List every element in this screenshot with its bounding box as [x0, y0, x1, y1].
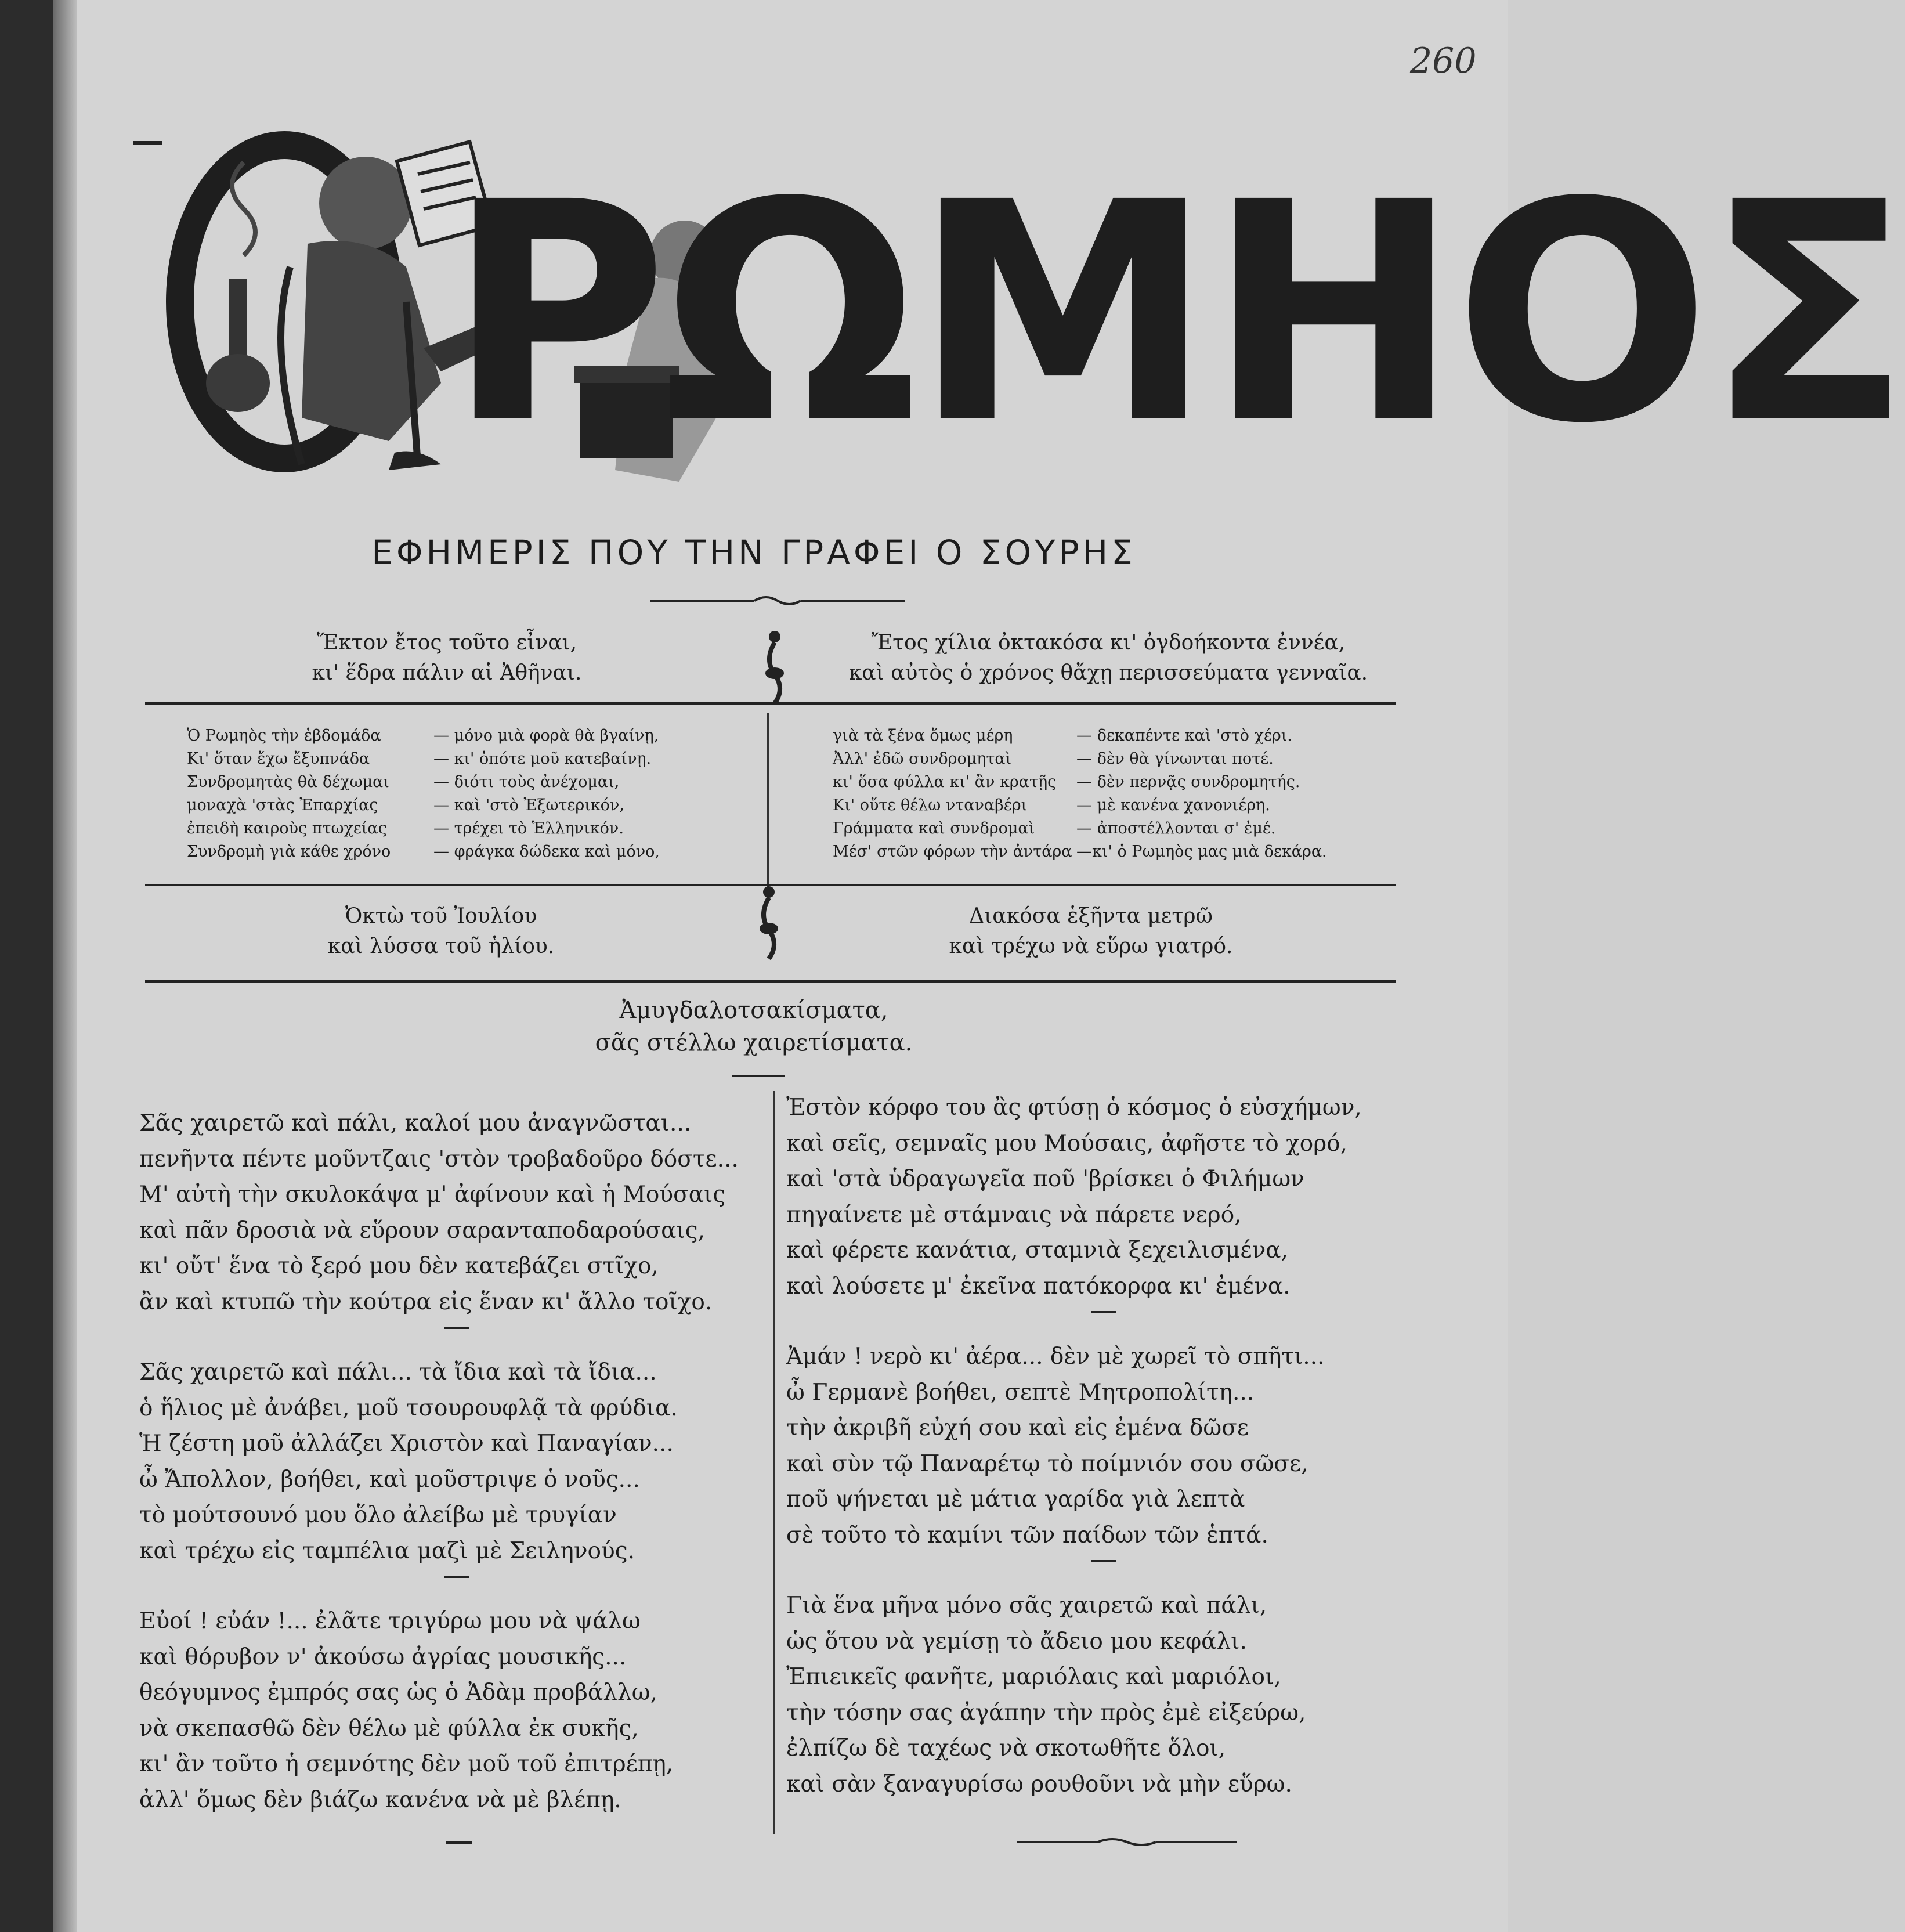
- stanza-divider: [786, 1304, 1396, 1339]
- toast-line-2: σᾶς στέλλω χαιρετίσματα.: [595, 1030, 913, 1056]
- masthead-subtitle: ΕΦΗΜΕΡΙΣ ΠΟΥ ΤΗΝ ΓΡΑΦΕΙ Ο ΣΟΥΡΗΣ: [371, 533, 1136, 572]
- date-right-line-1: Διακόσα ἑξῆντα μετρῶ: [969, 904, 1213, 928]
- header-left-line-2: κι' ἕδρα πάλιν αἱ Ἀθῆναι.: [312, 661, 582, 685]
- poem-line: καὶ 'στὰ ὑδραγωγεῖα ποῦ 'βρίσκει ὁ Φιλήμων: [786, 1166, 1304, 1192]
- toast-line-1: Ἀμυγδαλοτσακίσματα,: [619, 997, 888, 1024]
- poem-line: Ἐστὸν κόρφο του ἂς φτύσῃ ὁ κόσμος ὁ εὐσχήμων,: [786, 1095, 1362, 1121]
- pricing-row: Μέσ' στῶν φόρων τὴν ἀντάρα —κι' ὁ Ρωμηὸς μας μιὰ δεκάρα.: [833, 843, 1327, 861]
- poem-line: καὶ τρέχω εἰς ταμπέλια μαζὶ μὲ Σειληνούς.: [139, 1537, 635, 1564]
- poem-line: Ἀμάν ! νερὸ κι' ἀέρα... δὲν μὲ χωρεῖ τὸ σπῆτι...: [786, 1344, 1325, 1370]
- pricing-row: κι' ὅσα φύλλα κι' ἂν κρατῇς — δὲν περνᾷς συνδρομητής.: [833, 773, 1300, 791]
- poem-line: ποῦ ψήνεται μὲ μάτια γαρίδα γιὰ λεπτὰ: [786, 1486, 1245, 1512]
- poem-line: καὶ σεῖς, σεμναῖς μου Μούσαις, ἀφῆστε τὸ χορό,: [786, 1130, 1348, 1157]
- date-right-line-2: καὶ τρέχω νὰ εὕρω γιατρό.: [949, 934, 1233, 958]
- poem-line: Ἡ ζέστη μοῦ ἀλλάζει Χριστὸν καὶ Παναγίαν...: [139, 1431, 674, 1457]
- header-right-line-1: Ἔτος χίλια ὀκτακόσα κι' ὀγδοήκοντα ἐννέα,: [871, 631, 1346, 655]
- flourish-ornament: [650, 592, 905, 609]
- pricing-row: Συνδρομητὰς θὰ δέχωμαι — διότι τοὺς ἀνέχομαι,: [187, 773, 620, 791]
- end-flourish-ornament: [1017, 1835, 1237, 1849]
- poem-line: ὡς ὅτου νὰ γεμίσῃ τὸ ἄδειο μου κεφάλι.: [786, 1628, 1247, 1655]
- poem-line: καὶ σὺν τῷ Παναρέτῳ τὸ ποίμνιόν σου σῶσε,: [786, 1450, 1308, 1477]
- ornament-vertical-icon: [763, 630, 786, 705]
- poem-line: νὰ σκεπασθῶ δὲν θέλω μὲ φύλλα ἐκ συκῆς,: [139, 1715, 639, 1742]
- poem-line: καὶ σὰν ξαναγυρίσω ρουθοῦνι νὰ μὴν εὕρω.: [786, 1771, 1292, 1797]
- poem-line: καὶ λούσετε μ' ἐκεῖνα πατόκορφα κι' ἐμένα.: [786, 1273, 1291, 1299]
- ornament-vertical-icon: [757, 885, 780, 960]
- header-left-line-1: Ἕκτον ἔτος τοῦτο εἶναι,: [316, 631, 577, 655]
- pricing-left: [187, 724, 721, 864]
- stanza-divider: [139, 1320, 749, 1355]
- date-right: [882, 901, 1300, 962]
- header-right: [824, 628, 1393, 688]
- end-dash: [446, 1841, 472, 1844]
- poem-line: καὶ θόρυβον ν' ἀκούσω ἀγρίας μουσικῆς...: [139, 1644, 627, 1670]
- toast-divider: [732, 1075, 785, 1077]
- toast-heading: [0, 994, 1508, 1059]
- pricing-row: μοναχὰ 'στὰς Ἐπαρχίας — καὶ 'στὸ Ἐξωτερικόν,: [187, 796, 624, 814]
- poem-line: Εὐοί ! εὐάν !... ἐλᾶτε τριγύρω μου νὰ ψάλω: [139, 1608, 641, 1634]
- poem-line: πηγαίνετε μὲ στάμναις νὰ πάρετε νερό,: [786, 1201, 1242, 1228]
- pricing-right: [833, 724, 1401, 864]
- stanza-divider: [139, 1569, 749, 1604]
- date-left-line-1: Ὀκτὼ τοῦ Ἰουλίου: [345, 904, 537, 928]
- poem-line: ὦ Γερμανὲ βοήθει, σεπτὲ Μητροπολίτη...: [786, 1379, 1255, 1406]
- poem-line: ἐλπίζω δὲ ταχέως νὰ σκοτωθῆτε ὅλοι,: [786, 1735, 1226, 1761]
- poem-line: καὶ φέρετε κανάτια, σταμνιὰ ξεχειλισμένα,: [786, 1237, 1289, 1263]
- poem-line: σὲ τοῦτο τὸ καμίνι τῶν παίδων τῶν ἑπτά.: [786, 1522, 1268, 1548]
- poem-line: τὴν ἀκριβῆ εὐχή σου καὶ εἰς ἐμένα δῶσε: [786, 1415, 1249, 1441]
- poem-column-left: [139, 1106, 749, 1818]
- header-left: [244, 628, 650, 688]
- poem-line: Ἐπιεικεῖς φανῆτε, μαριόλαις καὶ μαριόλοι,: [786, 1664, 1281, 1690]
- poem-line: ὦ Ἄπολλον, βοήθει, καὶ μοῦστριψε ὁ νοῦς...: [139, 1466, 640, 1493]
- poem-line: θεόγυμνος ἐμπρός σας ὡς ὁ Ἀδὰμ προβάλλω,: [139, 1680, 657, 1706]
- pricing-row: γιὰ τὰ ξένα ὅμως μέρη — δεκαπέντε καὶ 'στὸ χέρι.: [833, 727, 1292, 745]
- poem-line: τὸ μούτσουνό μου ὅλο ἀλείβω μὲ τρυγίαν: [139, 1502, 617, 1528]
- rule-top: [145, 702, 1396, 705]
- date-left: [250, 901, 632, 962]
- date-left-line-2: καὶ λύσσα τοῦ ἡλίου.: [327, 934, 555, 958]
- pricing-row: Ὁ Ρωμηὸς τὴν ἑβδομάδα — μόνο μιὰ φορὰ θὰ βγαίνῃ,: [187, 727, 659, 745]
- poem-line: πενῆντα πέντε μοῦντζαις 'στὸν τροβαδοῦρο δόστε...: [139, 1146, 739, 1172]
- column-divider: [773, 1091, 775, 1834]
- stanza-divider: [786, 1553, 1396, 1588]
- poem-line: Σᾶς χαιρετῶ καὶ πάλι, καλοί μου ἀναγνῶσται...: [139, 1110, 692, 1136]
- pricing-divider: [767, 713, 769, 887]
- margin-mark: [133, 141, 162, 145]
- poem-line: Γιὰ ἕνα μῆνα μόνο σᾶς χαιρετῶ καὶ πάλι,: [786, 1592, 1267, 1619]
- pricing-row: Συνδρομὴ γιὰ κάθε χρόνο — φράγκα δώδεκα καὶ μόνο,: [187, 843, 660, 861]
- poem-line: ὁ ἥλιος μὲ ἀνάβει, μοῦ τσουρουφλᾷ τὰ φρύδια.: [139, 1395, 678, 1421]
- header-right-line-2: καὶ αὐτὸς ὁ χρόνος θἄχῃ περισσεύματα γενναῖα.: [848, 661, 1368, 685]
- masthead: [174, 128, 1905, 499]
- poem-line: ἂν καὶ κτυπῶ τὴν κούτρα εἰς ἕναν κι' ἄλλο τοῖχο.: [139, 1288, 713, 1315]
- book-binding: [0, 0, 53, 1932]
- pricing-row: Κι' οὔτε θέλω νταναβέρι — μὲ κανένα χανονιέρη.: [833, 796, 1270, 814]
- pricing-row: Ἀλλ' ἐδῶ συνδρομηταὶ — δὲν θὰ γίνωνται ποτέ.: [833, 750, 1274, 768]
- rule-bottom: [145, 980, 1396, 983]
- binding-shadow: [53, 0, 77, 1932]
- masthead-title: ΡΩΜΗΟΣ: [447, 138, 1905, 489]
- poem-line: Μ' αὐτὴ τὴν σκυλοκάψα μ' ἀφίνουν καὶ ἡ Μούσαις: [139, 1182, 726, 1208]
- poem-line: ἀλλ' ὅμως δὲν βιάζω κανένα νὰ μὲ βλέπῃ.: [139, 1786, 621, 1813]
- poem-line: καὶ πᾶν δροσιὰ νὰ εὕρουν σαρανταποδαρούσαις,: [139, 1217, 705, 1244]
- poem-line: Σᾶς χαιρετῶ καὶ πάλι... τὰ ἴδια καὶ τὰ ἴδια...: [139, 1359, 657, 1385]
- pricing-row: Γράμματα καὶ συνδρομαὶ — ἀποστέλλονται σ' ἐμέ.: [833, 819, 1276, 837]
- poem-column-right: [786, 1090, 1396, 1802]
- poem-line: τὴν τόσην σας ἀγάπην τὴν πρὸς ἐμὲ εἰξεύρω,: [786, 1699, 1306, 1726]
- poem-line: κι' οὔτ' ἕνα τὸ ξερό μου δὲν κατεβάζει στῖχο,: [139, 1253, 659, 1279]
- pricing-row: ἐπειδὴ καιροὺς πτωχείας — τρέχει τὸ Ἑλληνικόν.: [187, 819, 624, 837]
- page-number: 260: [1410, 41, 1477, 81]
- poem-line: κι' ἂν τοῦτο ἡ σεμνότης δὲν μοῦ τοῦ ἐπιτρέπῃ,: [139, 1751, 674, 1777]
- pricing-row: Κι' ὅταν ἔχω ἔξυπνάδα — κι' ὁπότε μοῦ κατεβαίνῃ.: [187, 750, 652, 768]
